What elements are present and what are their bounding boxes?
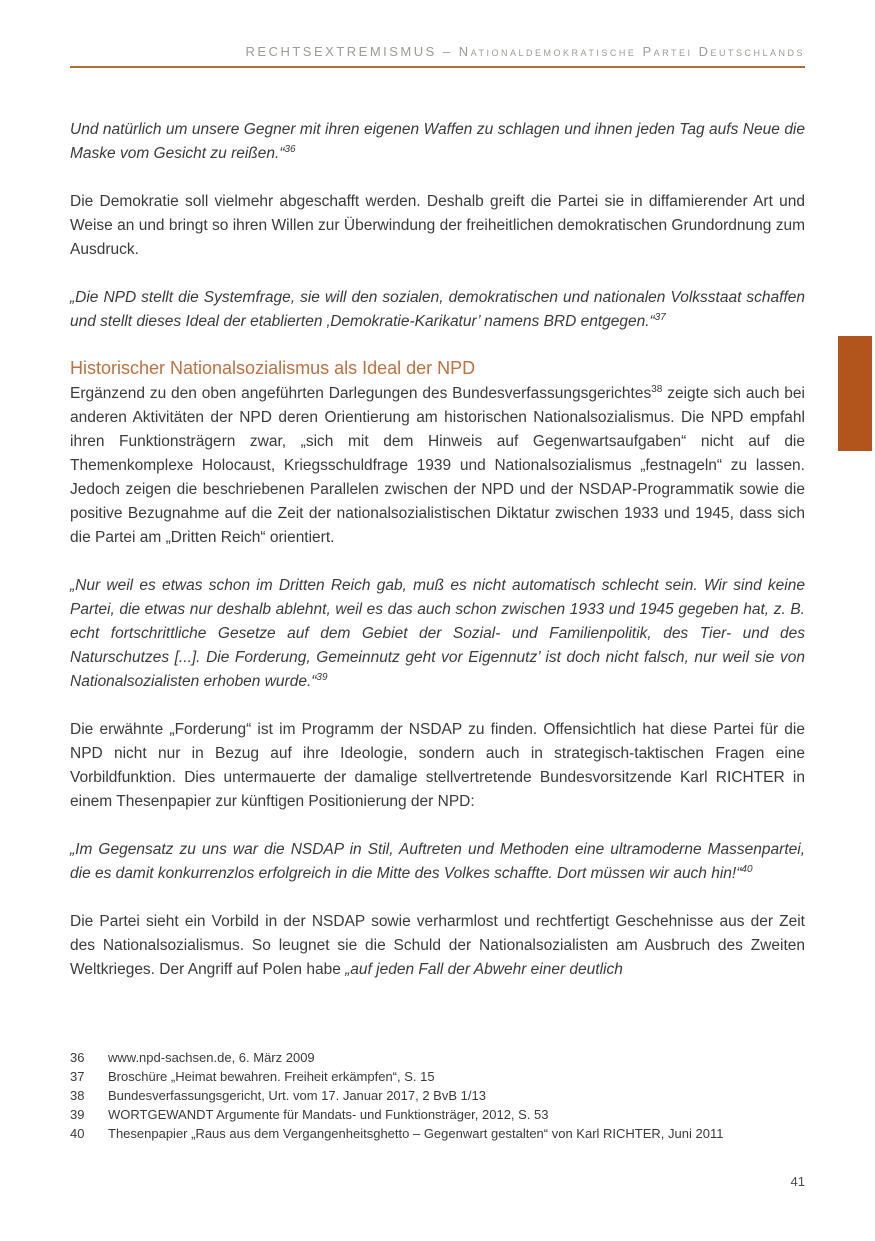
quote-paragraph-1: [70, 118, 805, 166]
footnote-ref-36: 36: [284, 143, 296, 155]
footnotes-section: [70, 1048, 805, 1143]
header-rule: [70, 66, 805, 68]
footnote-item: [70, 1105, 805, 1124]
footnote-ref-39: 39: [316, 671, 328, 683]
running-header-chapter: RECHTSEXTREMISMUS –: [245, 44, 459, 59]
footnote-item: [70, 1048, 805, 1067]
quote-4-text: „Im Gegensatz zu uns war die NSDAP in Stil, Auftreten und Methoden eine ultramoderne Massenpartei, die es damit konkurrenzlos erfolgreich in die Mitte des Volkes schaffte. Dort müssen wir auch hin!“: [70, 841, 805, 882]
body-paragraph-4-regular: Die Partei sieht ein Vorbild in der NSDAP sowie verharmlost und rechtfertigt Geschehnisse aus der Zeit des Nationalsozialismus. So leugnet sie die Schuld der Nationalsozialisten am Ausbruch des Zweiten Weltkrieges. Der Angriff auf Polen habe: [70, 913, 805, 978]
footnote-item: [70, 1067, 805, 1086]
footnote-ref-38: 38: [651, 383, 663, 395]
quote-3-text: „Nur weil es etwas schon im Dritten Reich gab, muß es nicht automatisch schlecht sein. Wir sind keine Partei, die etwas nur deshalb ablehnt, weil es das auch schon zwischen 1933 und 1945 gegeben hat, z. B. echt fortschrittliche Gesetze auf dem Gebiet der Sozial- und Familienpolitik, des Tier- und des Naturschutzes [...]. Die Forderung, Gemeinnutz geht vor Eigennutz’ ist doch nicht falsch, nur weil sie von Nationalsozialisten erhoben wurde.“: [70, 577, 805, 690]
footnote-text: www.npd-sachsen.de, 6. März 2009: [108, 1050, 315, 1065]
chapter-edge-tab: [838, 336, 872, 451]
body-paragraph-4: [70, 910, 805, 982]
running-header: [70, 0, 805, 59]
footnote-ref-37: 37: [654, 311, 666, 323]
section-heading: Historischer Nationalsozialismus als Ideal der NPD: [70, 358, 476, 378]
quote-paragraph-2: [70, 286, 805, 334]
body-paragraph-4-quote-start: „auf jeden Fall der Abwehr einer deutlich: [345, 961, 623, 978]
footnote-item: [70, 1124, 805, 1143]
body-paragraph-1: Die Demokratie soll vielmehr abgeschafft werden. Deshalb greift die Partei sie in diffamierender Art und Weise an und bringt so ihren Willen zur Überwindung der freiheitlichen demokratischen Grundordnung zum Ausdruck.: [70, 193, 805, 258]
quote-paragraph-3: [70, 574, 805, 694]
body-paragraph-2-after-ref: zeigte sich auch bei anderen Aktivitäten der NPD deren Orientierung am historischen Nationalsozialismus. Die NPD empfahl ihren Funktionsträgern zwar, „sich mit dem Hinweis auf Gegenwartsaufgaben“ nicht auf die Themenkomplexe Holocaust, Kriegsschuldfrage 1939 und Nationalsozialismus „festnageln“ zu lassen. Jedoch zeigen die beschriebenen Parallelen zwischen der NPD und der NSDAP-Programmatik sowie die positive Bezugnahme auf die Zeit der nationalsozialistischen Diktatur zwischen 1933 und 1945, dass sich die Partei am „Dritten Reich“ orientiert.: [70, 385, 805, 546]
footnote-item: [70, 1086, 805, 1105]
footnote-ref-40: 40: [741, 863, 753, 875]
body-paragraph-2: [70, 382, 805, 550]
text-column: [70, 0, 805, 1006]
quote-paragraph-4: [70, 838, 805, 886]
footnote-text: Bundesverfassungsgericht, Urt. vom 17. Januar 2017, 2 BvB 1/13: [108, 1088, 486, 1103]
footnote-text: WORTGEWANDT Argumente für Mandats- und Funktionsträger, 2012, S. 53: [108, 1107, 549, 1122]
footnote-text: Thesenpapier „Raus aus dem Vergangenheitsghetto – Gegenwart gestalten“ von Karl RICHTER, Juni 2011: [108, 1126, 724, 1141]
body-paragraph-3: Die erwähnte „Forderung“ ist im Programm der NSDAP zu finden. Offensichtlich hat diese Partei für die NPD nicht nur in Bezug auf ihre Ideologie, sondern auch in strategisch-taktischen Fragen eine Vorbildfunktion. Dies untermauerte der damalige stellvertretende Bundesvorsitzende Karl RICHTER in einem Thesenpapier zur künftigen Positionierung der NPD:: [70, 721, 805, 810]
footnote-number: 39: [70, 1107, 85, 1122]
running-header-party-name: Nationaldemokratische Partei Deutschlands: [458, 44, 805, 59]
footnote-number: 38: [70, 1088, 85, 1103]
body-paragraph-2-before-ref: Ergänzend zu den oben angeführten Darlegungen des Bundesverfassungsgerichtes: [70, 385, 652, 402]
quote-2-text: „Die NPD stellt die Systemfrage, sie will den sozialen, demokratischen und nationalen Volksstaat schaffen und stellt dieses Ideal der etablierten ‚Demokratie-Karikatur’ namens BRD entgegen.“: [70, 289, 805, 330]
footnote-number: 40: [70, 1126, 85, 1141]
page-number: 41: [790, 1174, 805, 1189]
footnote-number: 36: [70, 1050, 85, 1065]
quote-1-text: Und natürlich um unsere Gegner mit ihren eigenen Waffen zu schlagen und ihnen jeden Tag aufs Neue die Maske vom Gesicht zu reißen.“: [70, 121, 805, 162]
footnote-number: 37: [70, 1069, 85, 1084]
footnote-text: Broschüre „Heimat bewahren. Freiheit erkämpfen“, S. 15: [108, 1069, 435, 1084]
